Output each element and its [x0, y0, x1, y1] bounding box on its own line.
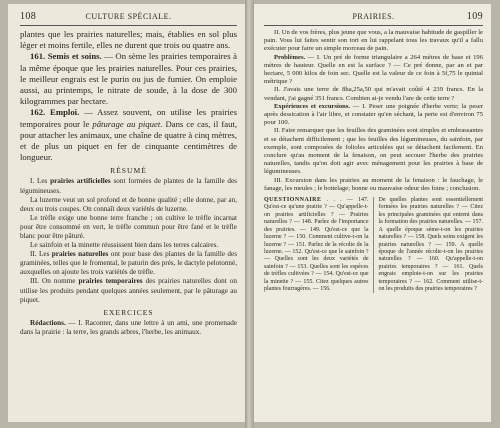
left-page — [8, 4, 245, 422]
right-page-number: 109 — [466, 11, 483, 22]
resume-item-4: Le sainfoin et la minette réussissent bien dans les terres calcaires. — [30, 241, 219, 250]
left-running-title: CULTURE SPÉCIALE. — [85, 12, 172, 21]
redactions-body: — I. Raconter, dans une lettre à un ami, une promenade dans la prairie : la terre, les grands arbres, l'herbe, les animaux. — [20, 318, 237, 336]
section-162-body-a: — Assez souvent, on utilise les prairies temporaires pour le — [20, 107, 237, 129]
resume-item-3: Le trèfle exige une bonne terre franche ; on cultive le trèfle incarnat pour être consommé en vert, le trèfle commun pour être fané et le trèfle blanc pour être pâturé. — [20, 213, 237, 240]
redactions-paragraph — [20, 319, 237, 337]
problemes-body: — I. Un pré de forme triangulaire a 264 mètres de base et 196 mètres de hauteur. Quelle en est la surface ? — Ce pré donne, par an et par hectare, 5 000 kilos de foin sec. Quelle est la valeur de ce foin à 5f,75 le quintal métrique ? — [264, 53, 483, 86]
resume-6-term: prairies temporaires — [78, 277, 143, 286]
resume-5-rest: ont pour base des plantes de la famille des graminées, telles que le fromental, le paturin des prés, le dactyle pelotonné, auxquelles on ajoute les trois variétés de trèfle. — [20, 250, 237, 277]
book-gutter — [245, 0, 254, 428]
resume-5-prefix: II. Les — [30, 250, 52, 259]
section-162 — [20, 107, 237, 163]
problemes-ii: II. J'avais une terre de 8ha,25a,50 qui m'avait coûté 4 239 francs. En la vendant, j'ai gagné 351 francs. Combien ai-je vendu l'are de cette terre ? — [264, 86, 483, 102]
redaction-ii: II. Un de vos frères, plus jeune que vous, a la mauvaise habitude de gaspiller le pain. Vous lui faites sentir son tort en lui rappelant tous les travaux qu'il a fallu exécuter pour faire un simple morceau de pain. — [264, 29, 483, 53]
experiences-paragraph — [264, 103, 483, 128]
questionnaire-right-text: De quelles plantes sont essentiellement formées les prairies naturelles ? — Citez les principales graminées qui entrent dans la formation des prairies naturelles. — 157. A quelle époque sème-t-on les prairies naturelles ? — 158. Quels soins exigent les prairies naturelles ? — 159. A quelle époque de l'année récolte-t-on les prairies naturelles ? — 160. Qu'appelle-t-on prairies temporaires ? — 161. Quels engrais emploie-t-on sur les prairies temporaires ? — 162. Comment utilise-t-on les produits des prairies temporaires ? — [378, 197, 483, 292]
exercices-title: EXERCICES — [103, 307, 154, 317]
resume-1-rest: sont formées de plantes de la famille des légumineuses. — [20, 177, 237, 195]
questionnaire-heading: QUESTIONNAIRE — [264, 197, 322, 204]
section-162-heading: 162. Emploi. — [30, 107, 80, 118]
resume-item-2: La luzerne veut un sol profond et de bonne qualité ; elle donne, par an, deux ou trois coupes. On connaît deux variétés de luzerne. — [20, 195, 237, 213]
redactions-heading: Rédactions. — [30, 318, 66, 327]
section-161 — [20, 51, 237, 107]
experiences-heading: Expériences et excursions. — [274, 102, 351, 110]
experiences-iii: III. Excursion dans les prairies au moment de la fenaison : le fauchage, le fanage, les meules ; le bottelage; bonne ou mauvaise odeur des foins ; conclusion. — [264, 176, 483, 192]
questionnaire — [264, 197, 483, 293]
section-161-heading: 161. Semis et soins. — [30, 51, 102, 62]
left-page-number: 108 — [20, 11, 37, 22]
questionnaire-right-column — [379, 197, 484, 293]
resume-1-prefix: I. Les — [30, 177, 51, 186]
resume-title: RÉSUMÉ — [110, 166, 147, 176]
problemes-paragraph — [264, 54, 483, 87]
resume-1-term: prairies artificielles — [50, 177, 111, 186]
right-head-rule — [264, 25, 483, 26]
experiences-ii: II. Faire remarquer que les feuilles des graminées sont simples et embrassantes et se détachent difficilement ; que les feuilles des légumineuses, du sainfoin, par exemple, sont composées de folioles articulées qui se détachent facilement. En conclure qu'au moment de la fenaison, on peut secouer l'herbe des prairies naturelles, tandis qu'on doit agir avec ménagement pour les prairies à base de légumineuses. — [264, 127, 483, 176]
left-head-rule — [20, 25, 237, 26]
problemes-heading: Problèmes. — [274, 53, 306, 61]
experiences-body: — I. Peser une poignée d'herbe verte; la peser après dessication à l'air libre, et constater qu'en séchant, la perte est d'environ 75 pour 100. — [264, 102, 483, 127]
section-162-emphasis: pâturage au piquet — [92, 118, 161, 129]
resume-item-1 — [20, 177, 237, 195]
section-161-body: — On sème les prairies temporaires à la même époque que les prairies naturelles. Pour ces prairies, le meilleur engrais est le purin ou jus de fumier. On emploie aussi, au printemps, le nitrate de soude, à la dose de 300 kilogrammes par hectare. — [20, 51, 237, 107]
resume-item-5 — [20, 250, 237, 277]
resume-5-term: prairies naturelles — [51, 250, 109, 259]
resume-item-6 — [20, 277, 237, 304]
left-intro-paragraph: plantes que les prairies naturelles; mais, établies en sol plus léger et moins fertile, elles ne durent que trois ou quatre ans. — [20, 29, 237, 51]
right-running-title: PRAIRIES. — [352, 12, 395, 21]
resume-6-rest: des prairies naturelles dont on utilise les produits pendant quelques années seulement, par le pâturage au piquet. — [20, 277, 237, 304]
left-running-head — [20, 11, 237, 25]
right-page — [254, 4, 491, 422]
resume-6-prefix: III. On nomme — [30, 277, 79, 286]
questionnaire-left-column — [264, 197, 374, 293]
questionnaire-left-text: . . . — 147. Qu'est-ce qu'une prairie ? — Qu'appelle-t-on prairies artificielles ? — Prairies naturelles ? — 148. Parlez de l'importance des prairies. — 149. Qu'est-ce que la luzerne ? — 150. Comment cultive-t-on la luzerne ? — 151. Parlez de la récolte de la luzerne. — 152. Qu'est-ce que le sainfoin ? — Quelles sont les deux variétés de sainfoin ? — 153. Quelles sont les espèces de trèfles cultivées ? — 154. Qu'est-ce que la minette ? — 155. Citez quelques autres plantes fourragères. — 156. — [264, 197, 369, 292]
section-162-body-b: . Dans ce cas, il faut, pour attacher les animaux, une chaîne de quatre à cinq mètres, et de plus un piquet en fer de cinquante centimètres de longueur. — [20, 118, 237, 163]
right-running-head — [264, 11, 483, 25]
